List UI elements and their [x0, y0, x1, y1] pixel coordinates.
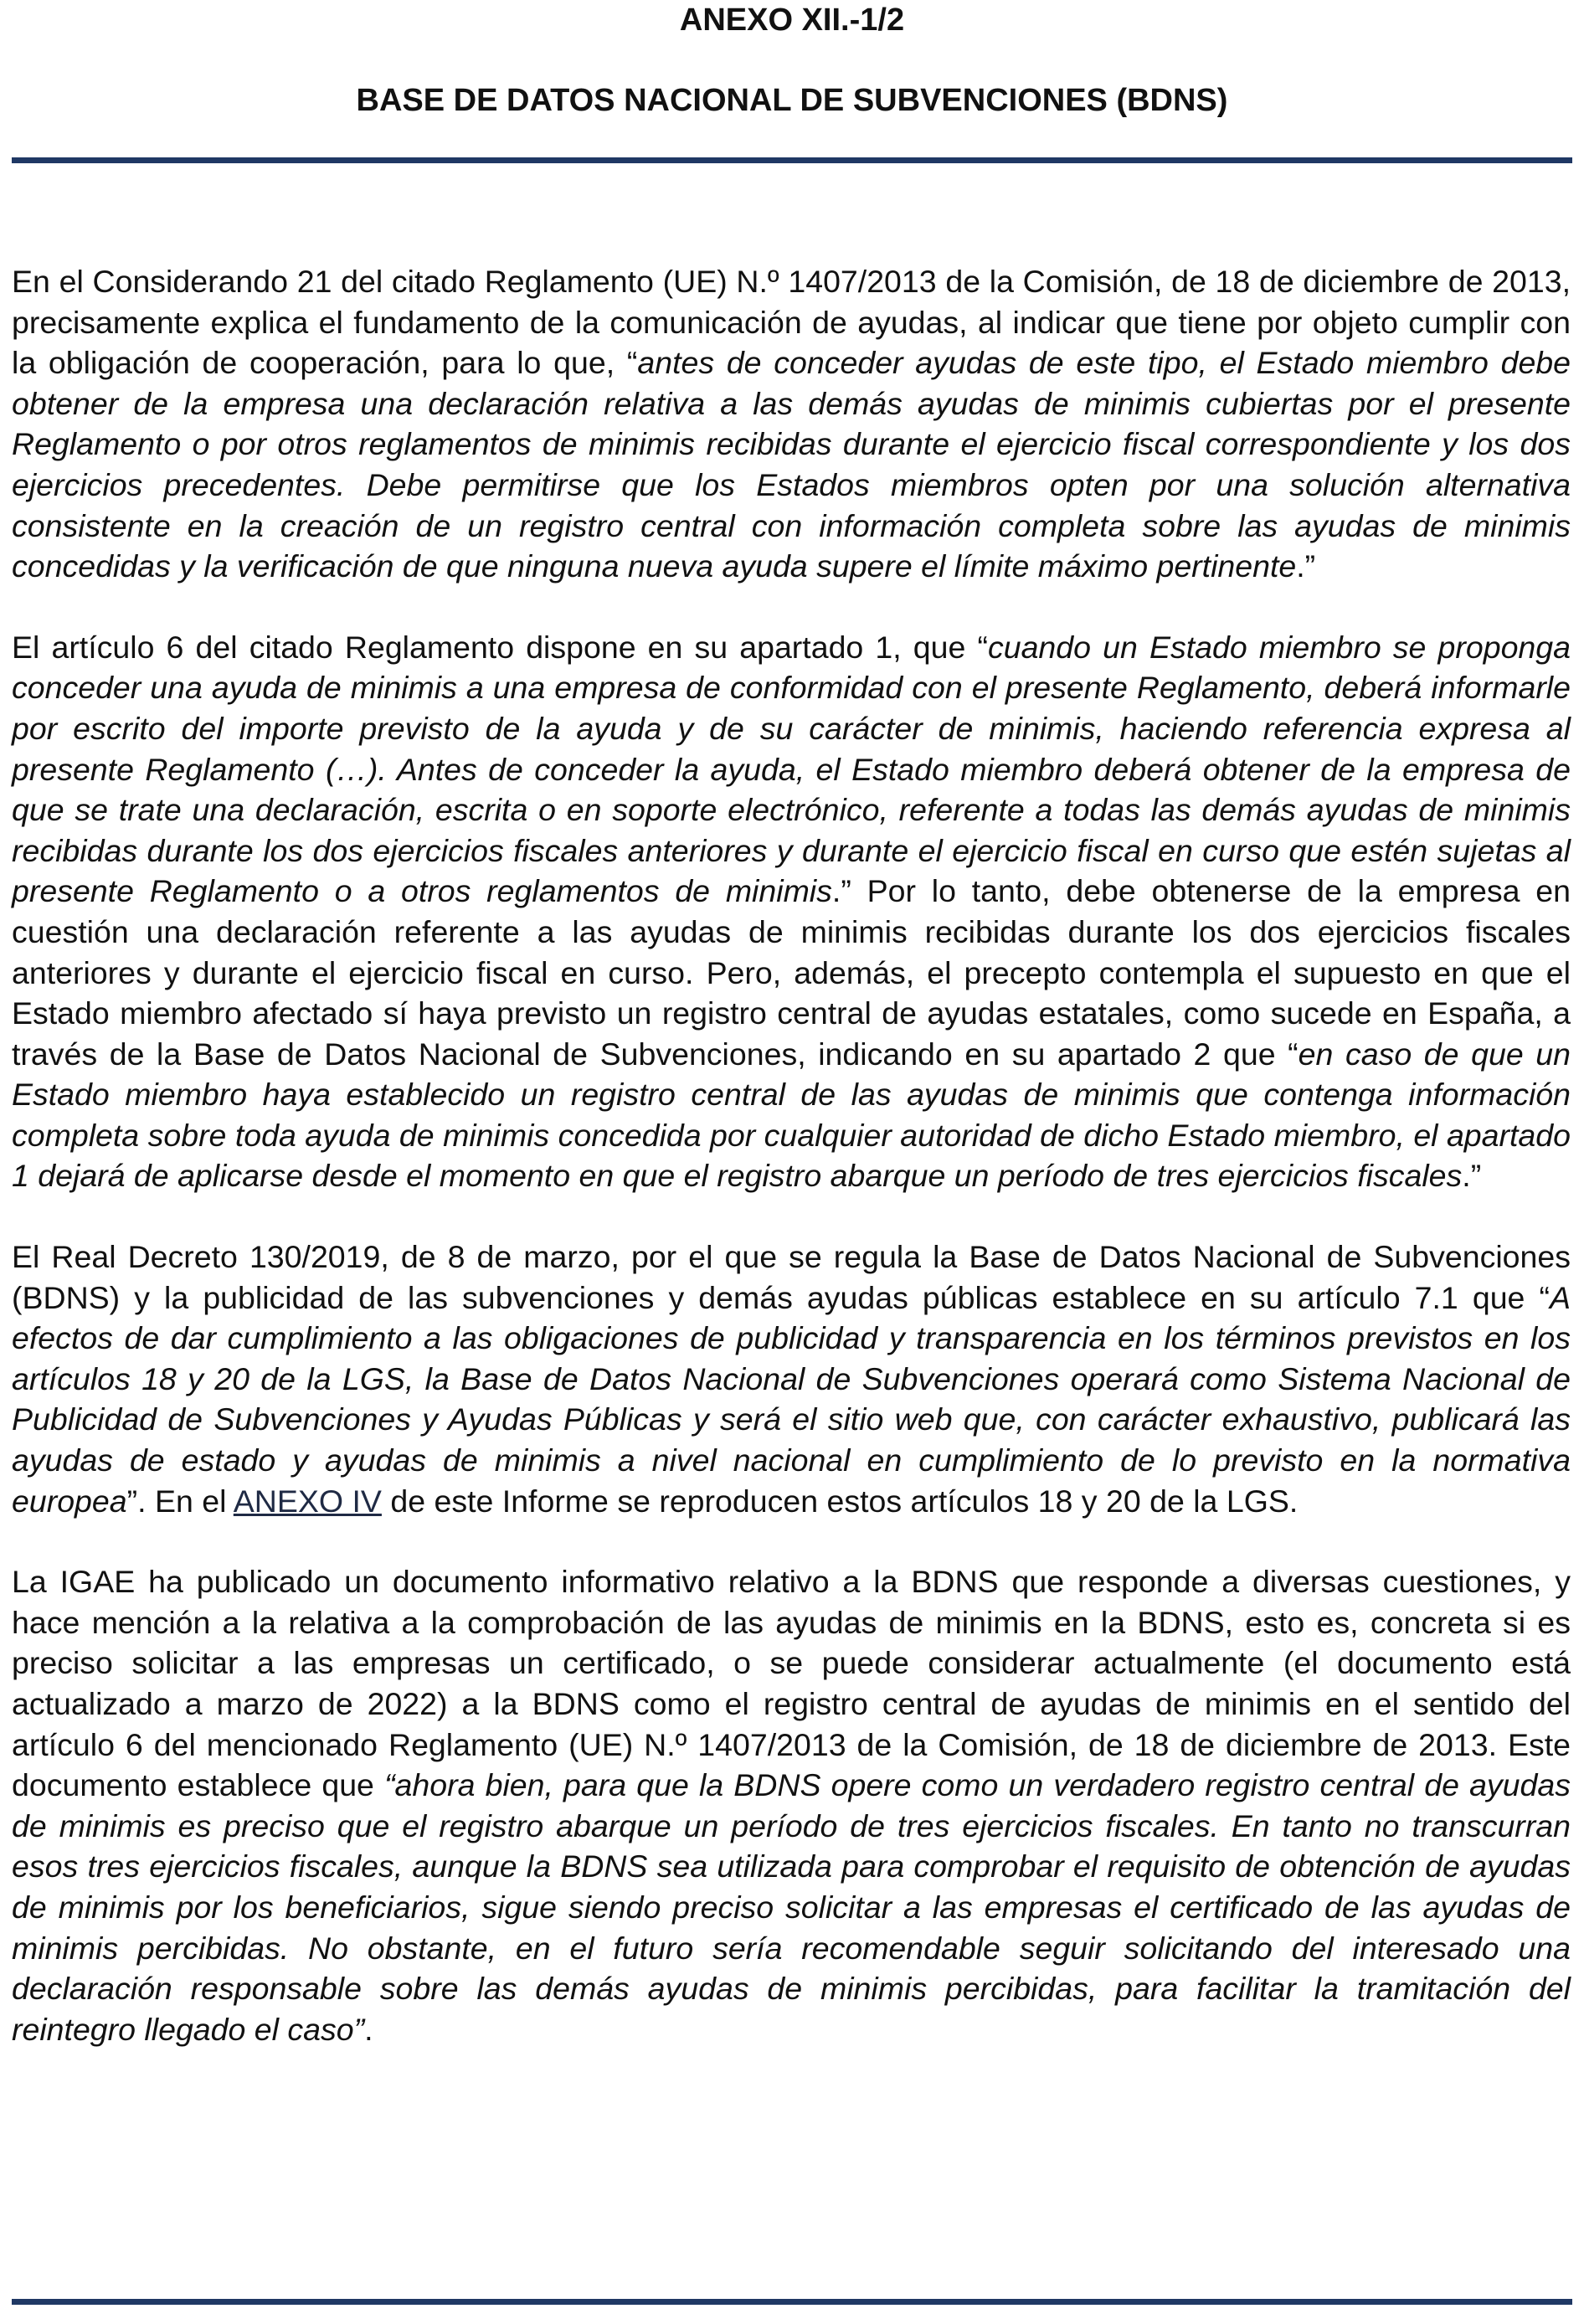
text-run: La IGAE ha publicado un documento informativo relativo a la BDNS que responde a diversas cuestiones, y hace mención a la relativa a la comprobación de las ayudas de minimis en la BDNS, esto es, concreta si es preciso solicitar a las empresas un certificado, o se puede considerar actualmente (el documento está actualizado a marzo de 2022) a la BDNS como el registro central de ayudas de minimis en el sentido del artículo 6 del mencionado Reglamento (UE) N.º 1407/2013 de la Comisión, de 18 de diciembre de 2013. Este documento establece que — [12, 1564, 1571, 1803]
body-text — [12, 261, 1571, 2049]
quoted-text: cuando un Estado miembro se proponga conceder una ayuda de minimis a una empresa de conformidad con el presente Reglamento, deberá informarle por escrito del importe previsto de la ayuda y de su carácter de minimis, haciendo referencia expresa al presente Reglamento (…). Antes de conceder la ayuda, el Estado miembro deberá obtener de la empresa de que se trate una declaración, escrita o en soporte electrónico, referente a todas las demás ayudas de minimis recibidas durante los dos ejercicios fiscales anteriores y durante el ejercicio fiscal en curso que estén sujetas al presente Reglamento o a otros reglamentos de minimis — [12, 629, 1571, 909]
quoted-text: antes de conceder ayudas de este tipo, el Estado miembro debe obtener de la empresa una declaración relativa a las demás ayudas de minimis cubiertas por el presente Reglamento o por otros reglamentos de minimis recibidas durante el ejercicio fiscal correspondiente y los dos ejercicios precedentes. Debe permitirse que los Estados miembros opten por una solución alternativa consistente en la creación de un registro central con información completa sobre las ayudas de minimis concedidas y la verificación de que ninguna nueva ayuda supere el límite máximo pertinente — [12, 345, 1571, 584]
anexo-iv-link[interactable]: ANEXO IV — [233, 1483, 382, 1519]
paragraph-real-decreto — [12, 1237, 1571, 1521]
annex-heading: ANEXO XII.-1/2 — [679, 3, 905, 38]
quoted-text: A efectos de dar cumplimiento a las obligaciones de publicidad y transparencia en los términos previstos en los artículos 18 y 20 de la LGS, la Base de Datos Nacional de Subvenciones operará como Sistema Nacional de Publicidad de Subvenciones y Ayudas Públicas y será el sitio web que, con carácter exhaustivo, publicará las ayudas de estado y ayudas de minimis a nivel nacional en cumplimiento de lo previsto en la normativa europea — [12, 1279, 1571, 1519]
text-run: En el Considerando 21 del citado Reglamento (UE) N.º 1407/2013 de la Comisión, de 18 de diciembre de 2013, precisamente explica el fundamento de la comunicación de ayudas, al indicar que tiene por objeto cumplir con la obligación de cooperación, para lo que, “ — [12, 264, 1571, 381]
quoted-text: en caso de que un Estado miembro haya establecido un registro central de las ayudas de minimis que contenga información completa sobre toda ayuda de minimis concedida por cualquier autoridad de dicho Estado miembro, el apartado 1 dejará de aplicarse desde el momento en que el registro abarque un período de tres ejercicios fiscales — [12, 1036, 1571, 1194]
paragraph-igae — [12, 1561, 1571, 2049]
text-run: de este Informe se reproducen estos artículos 18 y 20 de la LGS. — [381, 1483, 1299, 1519]
text-run: El Real Decreto 130/2019, de 8 de marzo, por el que se regula la Base de Datos Nacional de Subvenciones (BDNS) y la publicidad de las subvenciones y demás ayudas públicas establece en su artículo 7.1 que “ — [12, 1239, 1571, 1315]
paragraph-considerando — [12, 261, 1571, 587]
text-run: . — [364, 2011, 373, 2047]
quoted-text: “ahora bien, para que la BDNS opere como un verdadero registro central de ayudas de minimis es preciso que el registro abarque un período de tres ejercicios fiscales. En tanto no transcurran esos tres ejercicios fiscales, aunque la BDNS sea utilizada para comprobar el requisito de obtención de ayudas de minimis por los beneficiarios, sigue siendo preciso solicitar a las empresas el certificado de las ayudas de minimis percibidas. No obstante, en el futuro sería recomendable seguir solicitando del interesado una declaración responsable sobre las demás ayudas de minimis percibidas, para facilitar la tramitación del reintegro llegado el caso” — [12, 1767, 1571, 2047]
bottom-divider — [12, 2299, 1572, 2305]
document-title: BASE DE DATOS NACIONAL DE SUBVENCIONES (BDNS) — [356, 83, 1228, 118]
top-divider — [12, 157, 1572, 163]
text-run: El artículo 6 del citado Reglamento dispone en su apartado 1, que “ — [12, 629, 988, 665]
text-run: .” — [1296, 548, 1316, 584]
text-run: .” Por lo tanto, debe obtenerse de la empresa en cuestión una declaración referente a las ayudas de minimis recibidas durante los dos ejercicios fiscales anteriores y durante el ejercicio fiscal en curso. Pero, además, el precepto contempla el supuesto en que el Estado miembro afectado sí haya previsto un registro central de ayudas estatales, como sucede en España, a través de la Base de Datos Nacional de Subvenciones, indicando en su apartado 2 que “ — [12, 873, 1571, 1072]
text-run: ”. En el — [126, 1483, 234, 1519]
paragraph-articulo-6 — [12, 627, 1571, 1196]
text-run: .” — [1462, 1158, 1482, 1194]
